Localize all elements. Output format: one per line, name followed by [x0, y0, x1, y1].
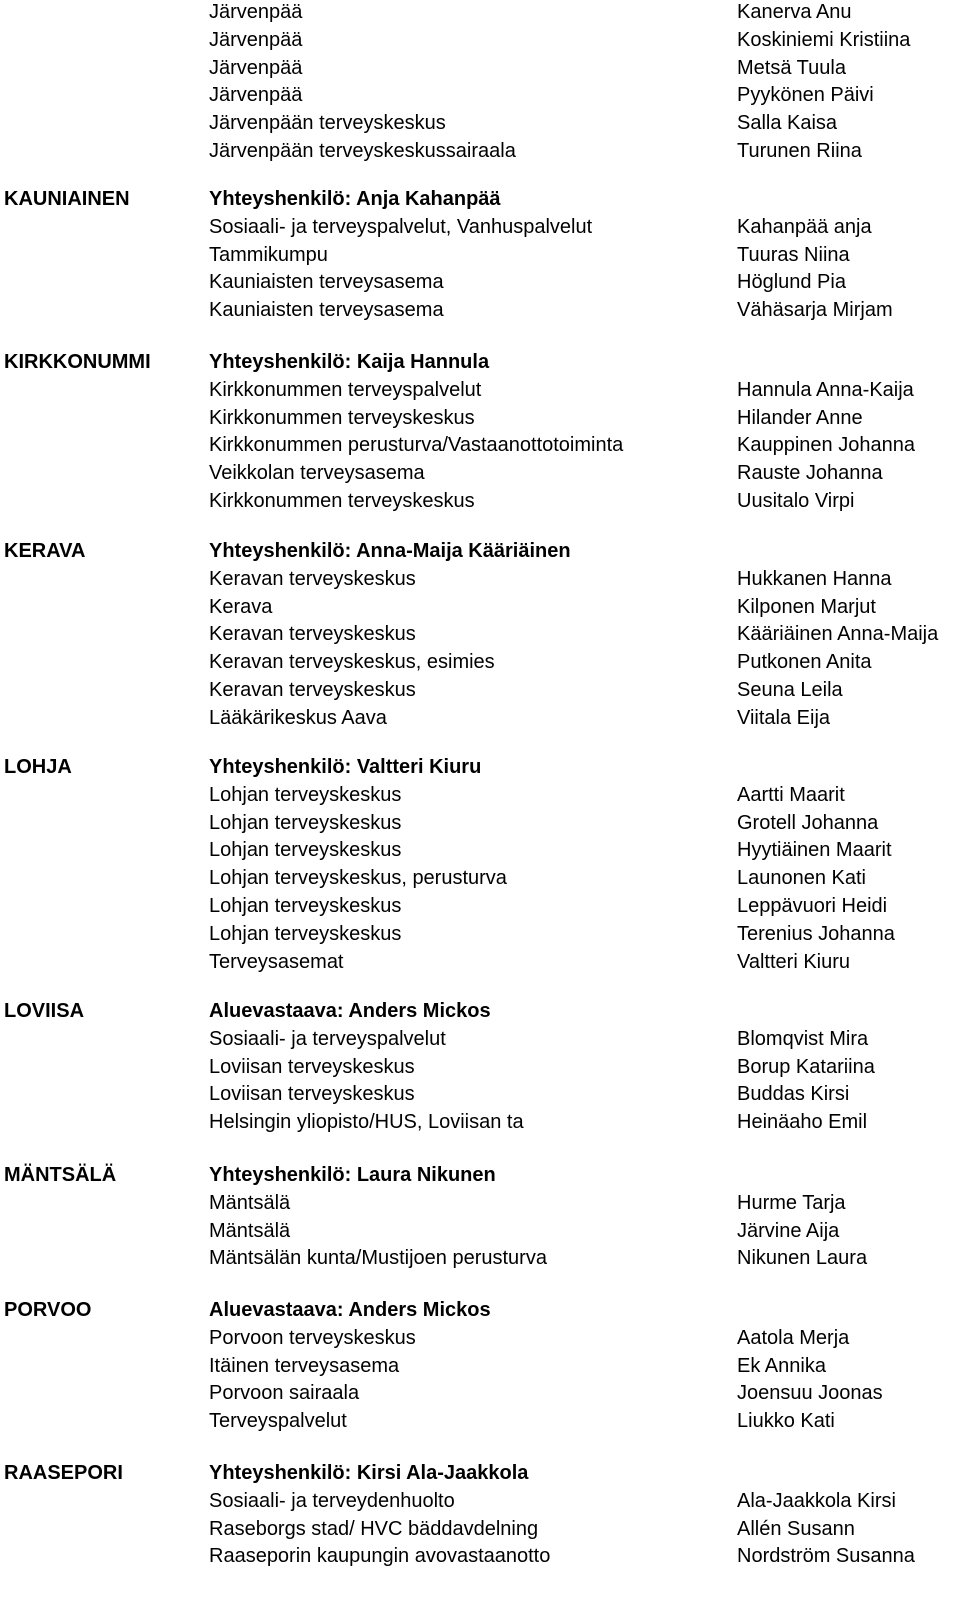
- organization-entry: Tammikumpu: [209, 243, 328, 266]
- organization-entry: Itäinen terveysasema: [209, 1354, 400, 1377]
- person-name: Liukko Kati: [737, 1410, 835, 1433]
- person-name: Hurme Tarja: [737, 1191, 846, 1214]
- person-name: Nikunen Laura: [737, 1247, 868, 1270]
- organization-entry: Mäntsälän kunta/Mustijoen perusturva: [209, 1247, 547, 1270]
- contact-person: Yhteyshenkilö: Kaija Hannula: [209, 351, 490, 373]
- person-name: Pyykönen Päivi: [737, 84, 874, 107]
- person-name: Putkonen Anita: [737, 651, 872, 674]
- organization-entry: Kirkkonummen terveyskeskus: [209, 490, 475, 512]
- person-name: Borup Katariina: [737, 1055, 875, 1078]
- person-name: Joensuu Joonas: [737, 1382, 883, 1405]
- person-name: Blomqvist Mira: [737, 1027, 869, 1050]
- person-name: Hannula Anna-Kaija: [737, 378, 914, 401]
- organization-entry: Keravan terveyskeskus: [209, 623, 416, 646]
- person-name: Kanerva Anu: [737, 1, 852, 23]
- organization-entry: Kerava: [209, 595, 273, 618]
- person-name: Höglund Pia: [737, 271, 846, 294]
- person-name: Buddas Kirsi: [737, 1083, 850, 1106]
- person-name: Terenius Johanna: [737, 922, 895, 945]
- organization-entry: Raaseporin kaupungin avovastaanotto: [209, 1545, 551, 1568]
- person-name: Hilander Anne: [737, 406, 863, 429]
- organization-entry: Sosiaali- ja terveydenhuolto: [209, 1489, 455, 1512]
- organization-entry: Raseborgs stad/ HVC bäddavdelning: [209, 1517, 539, 1540]
- organization-entry: Helsingin yliopisto/HUS, Loviisan ta: [209, 1111, 524, 1134]
- contact-person: Aluevastaava: Anders Mickos: [209, 1299, 491, 1321]
- person-name: Turunen Riina: [737, 140, 862, 162]
- person-name: Viitala Eija: [737, 706, 831, 729]
- organization-entry: Veikkolan terveysasema: [209, 462, 425, 485]
- person-name: Allén Susann: [737, 1517, 855, 1540]
- contact-person: Yhteyshenkilö: Kirsi Ala-Jaakkola: [209, 1462, 529, 1484]
- organization-entry: Mäntsälä: [209, 1191, 291, 1214]
- person-name: Järvine Aija: [737, 1219, 840, 1242]
- organization-entry: Porvoon sairaala: [209, 1382, 360, 1405]
- municipality-heading: KIRKKONUMMI: [4, 351, 151, 373]
- organization-entry: Järvenpää: [209, 56, 303, 79]
- municipality-heading: KERAVA: [4, 540, 86, 562]
- organization-entry: Sosiaali- ja terveyspalvelut: [209, 1027, 446, 1050]
- organization-entry: Kirkkonummen terveyskeskus: [209, 406, 475, 429]
- municipality-heading: MÄNTSÄLÄ: [4, 1164, 117, 1186]
- organization-entry: Järvenpää: [209, 1, 303, 23]
- organization-entry: Loviisan terveyskeskus: [209, 1083, 415, 1106]
- person-name: Seuna Leila: [737, 679, 843, 701]
- organization-entry: Järvenpään terveyskeskussairaala: [209, 140, 516, 162]
- organization-entry: Terveysasemat: [209, 950, 344, 973]
- organization-entry: Keravan terveyskeskus, esimies: [209, 651, 495, 674]
- person-name: Metsä Tuula: [737, 56, 846, 79]
- organization-entry: Mäntsälä: [209, 1219, 291, 1242]
- person-name: Vähäsarja Mirjam: [737, 299, 893, 322]
- organization-entry: Lohjan terveyskeskus: [209, 922, 402, 945]
- organization-entry: Järvenpään terveyskeskus: [209, 112, 446, 135]
- person-name: Heinäaho Emil: [737, 1111, 868, 1134]
- person-name: Ek Annika: [737, 1354, 826, 1377]
- organization-entry: Kirkkonummen terveyspalvelut: [209, 378, 482, 401]
- organization-entry: Lohjan terveyskeskus: [209, 839, 402, 862]
- municipality-heading: RAASEPORI: [4, 1462, 123, 1484]
- organization-entry: Lohjan terveyskeskus: [209, 783, 402, 806]
- organization-entry: Lohjan terveyskeskus: [209, 811, 402, 834]
- person-name: Valtteri Kiuru: [737, 950, 851, 973]
- organization-entry: Kauniaisten terveysasema: [209, 299, 444, 322]
- organization-entry: Lääkärikeskus Aava: [209, 706, 387, 729]
- person-name: Grotell Johanna: [737, 811, 879, 834]
- person-name: Aartti Maarit: [737, 783, 845, 806]
- person-name: Rauste Johanna: [737, 462, 883, 485]
- organization-entry: Loviisan terveyskeskus: [209, 1055, 415, 1078]
- contact-person: Yhteyshenkilö: Valtteri Kiuru: [209, 756, 482, 778]
- person-name: Hukkanen Hanna: [737, 567, 892, 590]
- person-name: Aatola Merja: [737, 1326, 850, 1349]
- person-name: Salla Kaisa: [737, 112, 838, 135]
- organization-entry: Lohjan terveyskeskus, perusturva: [209, 867, 507, 890]
- organization-entry: Järvenpää: [209, 84, 303, 107]
- person-name: Kahanpää anja: [737, 215, 872, 238]
- person-name: Leppävuori Heidi: [737, 895, 888, 917]
- organization-entry: Järvenpää: [209, 28, 303, 51]
- organization-entry: Keravan terveyskeskus: [209, 679, 416, 701]
- contact-person: Aluevastaava: Anders Mickos: [209, 1000, 491, 1022]
- contact-person: Yhteyshenkilö: Anja Kahanpää: [209, 188, 501, 210]
- organization-entry: Kirkkonummen perusturva/Vastaanottotoiminta: [209, 434, 624, 457]
- organization-entry: Terveyspalvelut: [209, 1410, 347, 1433]
- person-name: Kääriäinen Anna-Maija: [737, 623, 939, 646]
- organization-entry: Lohjan terveyskeskus: [209, 895, 402, 917]
- person-name: Nordström Susanna: [737, 1545, 915, 1568]
- municipality-heading: LOVIISA: [4, 1000, 85, 1022]
- person-name: Kilponen Marjut: [737, 595, 876, 618]
- person-name: Kauppinen Johanna: [737, 434, 915, 457]
- person-name: Tuuras Niina: [737, 243, 850, 266]
- municipality-heading: KAUNIAINEN: [4, 188, 130, 210]
- person-name: Ala-Jaakkola Kirsi: [737, 1489, 896, 1512]
- municipality-heading: LOHJA: [4, 756, 72, 778]
- contact-person: Yhteyshenkilö: Laura Nikunen: [209, 1164, 496, 1186]
- organization-entry: Porvoon terveyskeskus: [209, 1326, 416, 1349]
- contact-person: Yhteyshenkilö: Anna-Maija Kääriäinen: [209, 540, 571, 562]
- person-name: Launonen Kati: [737, 867, 867, 890]
- person-name: Uusitalo Virpi: [737, 490, 855, 512]
- municipality-heading: PORVOO: [4, 1299, 92, 1321]
- person-name: Koskiniemi Kristiina: [737, 28, 911, 51]
- organization-entry: Keravan terveyskeskus: [209, 567, 416, 590]
- organization-entry: Kauniaisten terveysasema: [209, 271, 444, 294]
- person-name: Hyytiäinen Maarit: [737, 839, 892, 862]
- organization-entry: Sosiaali- ja terveyspalvelut, Vanhuspalvelut: [209, 215, 593, 238]
